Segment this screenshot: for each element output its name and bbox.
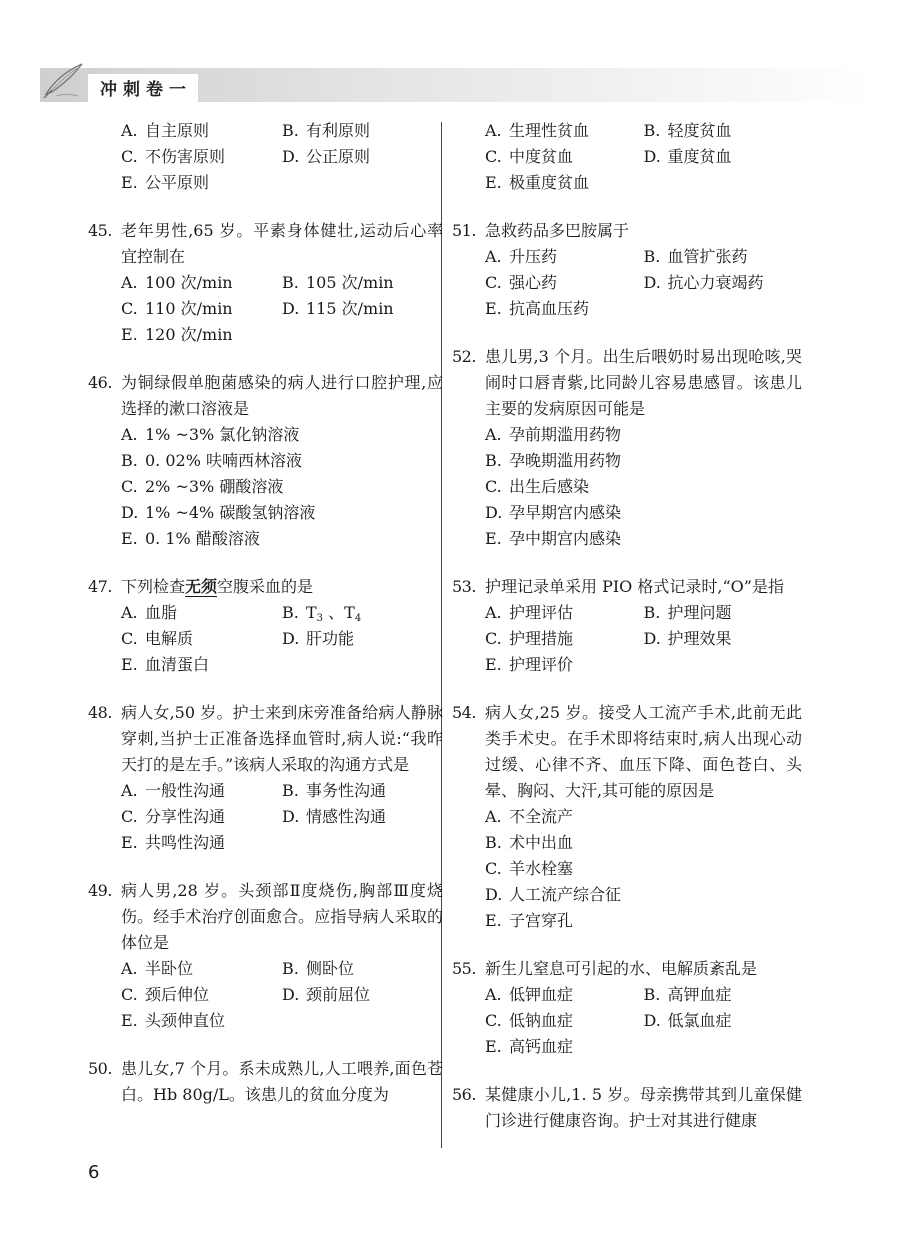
- option-label: E.: [485, 655, 502, 674]
- option-label: E.: [121, 1011, 138, 1030]
- answer-options: [88, 270, 443, 348]
- option-text: 低钠血症: [509, 1011, 574, 1030]
- answer-option: [282, 600, 443, 626]
- option-text: 抗心力衰竭药: [667, 273, 764, 292]
- answer-option: [121, 170, 443, 196]
- option-text: 120 次/min: [145, 325, 233, 344]
- question-text: 病人男,28 岁。头颈部Ⅱ度烧伤,胸部Ⅲ度烧伤。经手术治疗创面愈合。应指导病人采取的体位是: [121, 881, 443, 952]
- option-label: C.: [485, 477, 502, 496]
- answer-option: [121, 322, 443, 348]
- answer-options: [452, 600, 802, 678]
- subscript: 3: [316, 613, 324, 624]
- answer-option: [485, 422, 802, 448]
- answer-option: [121, 422, 443, 448]
- question-block: [88, 370, 443, 552]
- answer-option: [282, 982, 443, 1008]
- option-label: C.: [121, 147, 138, 166]
- option-text: 轻度贫血: [667, 121, 732, 140]
- option-text: 子宫穿孔: [509, 911, 574, 930]
- question-block: [452, 118, 802, 196]
- question-text: 病人女,50 岁。护士来到床旁准备给病人静脉穿刺,当护士正准备选择血管时,病人说:“我昨天打的是左手。”该病人采取的沟通方式是: [121, 703, 443, 774]
- option-text: 不伤害原则: [145, 147, 226, 166]
- option-text: 公正原则: [306, 147, 371, 166]
- option-label: E.: [485, 1037, 502, 1056]
- option-label: C.: [485, 273, 502, 292]
- option-text: 孕早期宫内感染: [509, 503, 622, 522]
- answer-option: [282, 296, 443, 322]
- answer-option: [644, 270, 803, 296]
- question-block: [88, 574, 443, 678]
- option-text: 护理评价: [509, 655, 574, 674]
- question-text: 老年男性,65 岁。平素身体健壮,运动后心率宜控制在: [121, 221, 443, 266]
- option-text: 100 次/min: [145, 273, 233, 292]
- option-label: E.: [121, 833, 138, 852]
- quill-feather-icon: [42, 60, 88, 100]
- answer-option: [282, 626, 443, 652]
- question-number: 49.: [88, 881, 112, 900]
- answer-option: [121, 1008, 443, 1034]
- answer-option: [282, 804, 443, 830]
- answer-options: [88, 118, 443, 196]
- option-text: 羊水栓塞: [509, 859, 574, 878]
- answer-option: [485, 474, 802, 500]
- question-block: [88, 218, 443, 348]
- answer-option: [282, 778, 443, 804]
- option-label: E.: [485, 529, 502, 548]
- subscript: 4: [354, 613, 362, 624]
- answer-option: [121, 474, 443, 500]
- option-text: 颈后伸位: [145, 985, 210, 1004]
- question-stem: [452, 1082, 802, 1134]
- option-text: 生理性贫血: [509, 121, 590, 140]
- question-number: 48.: [88, 703, 112, 722]
- question-block: [88, 118, 443, 196]
- option-text: 护理效果: [667, 629, 732, 648]
- option-text: 1% ~4% 碳酸氢钠溶液: [145, 503, 316, 522]
- question-stem: [452, 574, 802, 600]
- question-block: [452, 700, 802, 934]
- answer-option: [644, 600, 803, 626]
- option-label: A.: [485, 807, 502, 826]
- option-text: 术中出血: [509, 833, 574, 852]
- question-text: 某健康小儿,1. 5 岁。母亲携带其到儿童保健门诊进行健康咨询。护士对其进行健康: [485, 1085, 802, 1130]
- option-label: B.: [643, 247, 661, 266]
- option-text: 电解质: [145, 629, 194, 648]
- answer-option: [485, 882, 802, 908]
- page-number: 6: [88, 1162, 100, 1183]
- answer-option: [121, 270, 282, 296]
- answer-option: [485, 270, 644, 296]
- option-text: 2% ~3% 硼酸溶液: [145, 477, 284, 496]
- question-block: [452, 956, 802, 1060]
- question-number: 51.: [452, 221, 476, 240]
- option-text: 孕前期滥用药物: [509, 425, 622, 444]
- question-block: [452, 344, 802, 552]
- option-text: 高钾血症: [667, 985, 732, 1004]
- option-label: E.: [121, 325, 138, 344]
- answer-option: [644, 244, 803, 270]
- option-text: 0. 1% 醋酸溶液: [145, 529, 260, 548]
- answer-options: [452, 244, 802, 322]
- answer-option: [485, 244, 644, 270]
- right-column: [452, 118, 802, 1156]
- answer-option: [485, 804, 802, 830]
- option-text: 共鸣性沟通: [145, 833, 226, 852]
- answer-option: [644, 144, 803, 170]
- option-text: 情感性沟通: [306, 807, 387, 826]
- question-number: 50.: [88, 1059, 112, 1078]
- option-label: E.: [485, 173, 502, 192]
- answer-option: [121, 500, 443, 526]
- question-text: 为铜绿假单胞菌感染的病人进行口腔护理,应选择的漱口溶液是: [121, 373, 443, 418]
- answer-option: [121, 526, 443, 552]
- option-label: B.: [282, 781, 299, 800]
- option-label: B.: [282, 121, 299, 140]
- answer-option: [121, 956, 282, 982]
- option-text: 低氯血症: [667, 1011, 732, 1030]
- option-text: 115 次/min: [306, 299, 394, 318]
- question-text: 患儿男,3 个月。出生后喂奶时易出现呛咳,哭闹时口唇青紫,比同龄儿容易患感冒。该患儿主要的发病原因可能是: [485, 347, 802, 418]
- option-label: B.: [282, 603, 299, 622]
- option-label: D.: [282, 985, 300, 1004]
- option-label: C.: [121, 477, 138, 496]
- option-label: D.: [282, 299, 300, 318]
- question-block: [452, 1082, 802, 1134]
- answer-option: [485, 856, 802, 882]
- option-label: B.: [121, 451, 138, 470]
- answer-option: [485, 448, 802, 474]
- answer-options: [88, 422, 443, 552]
- option-label: E.: [121, 173, 138, 192]
- answer-option: [485, 118, 644, 144]
- question-stem: [88, 370, 443, 422]
- option-label: A.: [121, 121, 138, 140]
- option-label: C.: [121, 629, 138, 648]
- option-label: C.: [485, 147, 502, 166]
- question-number: 45.: [88, 221, 112, 240]
- option-text: 事务性沟通: [306, 781, 387, 800]
- question-number: 55.: [452, 959, 476, 978]
- question-number: 46.: [88, 373, 112, 392]
- answer-options: [452, 422, 802, 552]
- option-label: C.: [121, 807, 138, 826]
- question-stem: [88, 1056, 443, 1108]
- option-text: 有利原则: [306, 121, 371, 140]
- answer-option: [644, 982, 803, 1008]
- question-block: [452, 574, 802, 678]
- option-text: 孕晚期滥用药物: [509, 451, 622, 470]
- question-text: 下列检查无须空腹采血的是: [121, 577, 314, 596]
- option-label: A.: [485, 121, 502, 140]
- question-block: [88, 700, 443, 856]
- answer-option: [121, 118, 282, 144]
- answer-option: [121, 804, 282, 830]
- answer-options: [88, 600, 443, 678]
- answer-option: [485, 1034, 802, 1060]
- option-text: 升压药: [509, 247, 558, 266]
- question-text: 病人女,25 岁。接受人工流产手术,此前无此类手术史。在手术即将结束时,病人出现心动过缓、心律不齐、血压下降、面色苍白、头晕、胸闷、大汗,其可能的原因是: [485, 703, 802, 800]
- answer-option: [485, 626, 644, 652]
- question-number: 56.: [452, 1085, 476, 1104]
- option-text: 极重度贫血: [509, 173, 590, 192]
- option-label: A.: [121, 603, 138, 622]
- option-text: 血脂: [145, 603, 178, 622]
- option-label: C.: [485, 1011, 502, 1030]
- option-label: D.: [121, 503, 139, 522]
- answer-option: [121, 448, 443, 474]
- option-label: D.: [282, 629, 300, 648]
- answer-option: [485, 526, 802, 552]
- answer-option: [644, 118, 803, 144]
- page-header-title: 冲刺卷一: [100, 80, 192, 100]
- option-label: D.: [643, 147, 661, 166]
- option-text: 中度贫血: [509, 147, 574, 166]
- question-number: 47.: [88, 577, 112, 596]
- option-label: E.: [485, 299, 502, 318]
- option-label: E.: [121, 655, 138, 674]
- option-text: 1% ~3% 氯化钠溶液: [145, 425, 300, 444]
- option-label: C.: [121, 985, 138, 1004]
- option-label: D.: [643, 629, 661, 648]
- question-stem: [88, 878, 443, 956]
- answer-option: [282, 118, 443, 144]
- option-label: B.: [485, 833, 502, 852]
- option-text: 头颈伸直位: [145, 1011, 226, 1030]
- option-text: 孕中期宫内感染: [509, 529, 622, 548]
- option-label: D.: [282, 147, 300, 166]
- option-label: B.: [643, 603, 661, 622]
- question-text: 患儿女,7 个月。系未成熟儿,人工喂养,面色苍白。Hb 80g/L。该患儿的贫血分度为: [121, 1059, 443, 1104]
- answer-options: [452, 982, 802, 1060]
- option-label: B.: [485, 451, 502, 470]
- answer-option: [121, 830, 443, 856]
- answer-option: [485, 908, 802, 934]
- option-label: A.: [485, 985, 502, 1004]
- option-label: D.: [485, 503, 503, 522]
- answer-option: [485, 170, 802, 196]
- option-label: A.: [485, 603, 502, 622]
- answer-option: [282, 144, 443, 170]
- question-stem: [88, 574, 443, 600]
- answer-options: [88, 778, 443, 856]
- question-text: 新生儿窒息可引起的水、电解质紊乱是: [485, 959, 758, 978]
- option-label: A.: [121, 959, 138, 978]
- answer-option: [121, 982, 282, 1008]
- answer-option: [485, 830, 802, 856]
- option-text: 公平原则: [145, 173, 210, 192]
- option-label: A.: [121, 781, 138, 800]
- answer-option: [485, 144, 644, 170]
- answer-option: [485, 1008, 644, 1034]
- answer-options: [452, 118, 802, 196]
- question-stem: [88, 218, 443, 270]
- answer-option: [121, 778, 282, 804]
- question-stem: [452, 956, 802, 982]
- option-text: 护理措施: [509, 629, 574, 648]
- option-text: 低钾血症: [509, 985, 574, 1004]
- option-label: A.: [485, 247, 502, 266]
- option-label: A.: [121, 425, 138, 444]
- question-number: 53.: [452, 577, 476, 596]
- option-label: D.: [643, 1011, 661, 1030]
- option-label: C.: [485, 859, 502, 878]
- option-text: 护理问题: [667, 603, 732, 622]
- option-label: C.: [121, 299, 138, 318]
- option-label: E.: [485, 911, 502, 930]
- answer-options: [452, 804, 802, 934]
- question-block: [452, 218, 802, 322]
- answer-option: [121, 600, 282, 626]
- option-text: 不全流产: [509, 807, 574, 826]
- answer-option: [485, 500, 802, 526]
- option-label: A.: [121, 273, 138, 292]
- option-label: A.: [485, 425, 502, 444]
- question-text: 护理记录单采用 PIO 格式记录时,“O”是指: [485, 577, 784, 596]
- answer-option: [644, 1008, 803, 1034]
- option-text: 肝功能: [306, 629, 355, 648]
- option-label: B.: [282, 959, 299, 978]
- answer-option: [282, 956, 443, 982]
- answer-option: [485, 600, 644, 626]
- answer-option: [485, 652, 802, 678]
- option-text: 颈前屈位: [306, 985, 371, 1004]
- option-text: 强心药: [509, 273, 558, 292]
- option-text: 抗高血压药: [509, 299, 590, 318]
- option-text: 出生后感染: [509, 477, 590, 496]
- answer-option: [121, 144, 282, 170]
- option-label: E.: [121, 529, 138, 548]
- option-text: 分享性沟通: [145, 807, 226, 826]
- option-label: B.: [643, 985, 661, 1004]
- question-number: 54.: [452, 703, 476, 722]
- answer-option: [644, 626, 803, 652]
- option-text: 血清蛋白: [145, 655, 210, 674]
- option-label: B.: [643, 121, 661, 140]
- option-label: D.: [643, 273, 661, 292]
- option-text: 半卧位: [145, 959, 194, 978]
- option-text: 一般性沟通: [145, 781, 226, 800]
- option-text: 重度贫血: [667, 147, 732, 166]
- option-label: D.: [485, 885, 503, 904]
- question-stem: [88, 700, 443, 778]
- option-text: 0. 02% 呋喃西林溶液: [145, 451, 303, 470]
- question-block: [88, 1056, 443, 1108]
- option-text: 血管扩张药: [667, 247, 748, 266]
- question-stem: [452, 218, 802, 244]
- question-number: 52.: [452, 347, 476, 366]
- option-text: 105 次/min: [306, 273, 394, 292]
- left-column: [88, 118, 443, 1130]
- question-stem: [452, 344, 802, 422]
- option-text: 自主原则: [145, 121, 210, 140]
- emphasis-text: 无须: [185, 577, 218, 596]
- option-text: 人工流产综合征: [509, 885, 622, 904]
- option-text: 高钙血症: [509, 1037, 574, 1056]
- question-stem: [452, 700, 802, 804]
- answer-options: [88, 956, 443, 1034]
- question-block: [88, 878, 443, 1034]
- answer-option: [121, 296, 282, 322]
- option-text: 110 次/min: [145, 299, 233, 318]
- option-label: B.: [282, 273, 299, 292]
- question-text: 急救药品多巴胺属于: [485, 221, 630, 240]
- answer-option: [121, 652, 443, 678]
- option-text: 侧卧位: [306, 959, 355, 978]
- answer-option: [121, 626, 282, 652]
- answer-option: [282, 270, 443, 296]
- option-text: 护理评估: [509, 603, 574, 622]
- option-text: $T_3$ 、$T_4$: [306, 603, 362, 624]
- answer-option: [485, 982, 644, 1008]
- option-label: C.: [485, 629, 502, 648]
- option-label: D.: [282, 807, 300, 826]
- answer-option: [485, 296, 802, 322]
